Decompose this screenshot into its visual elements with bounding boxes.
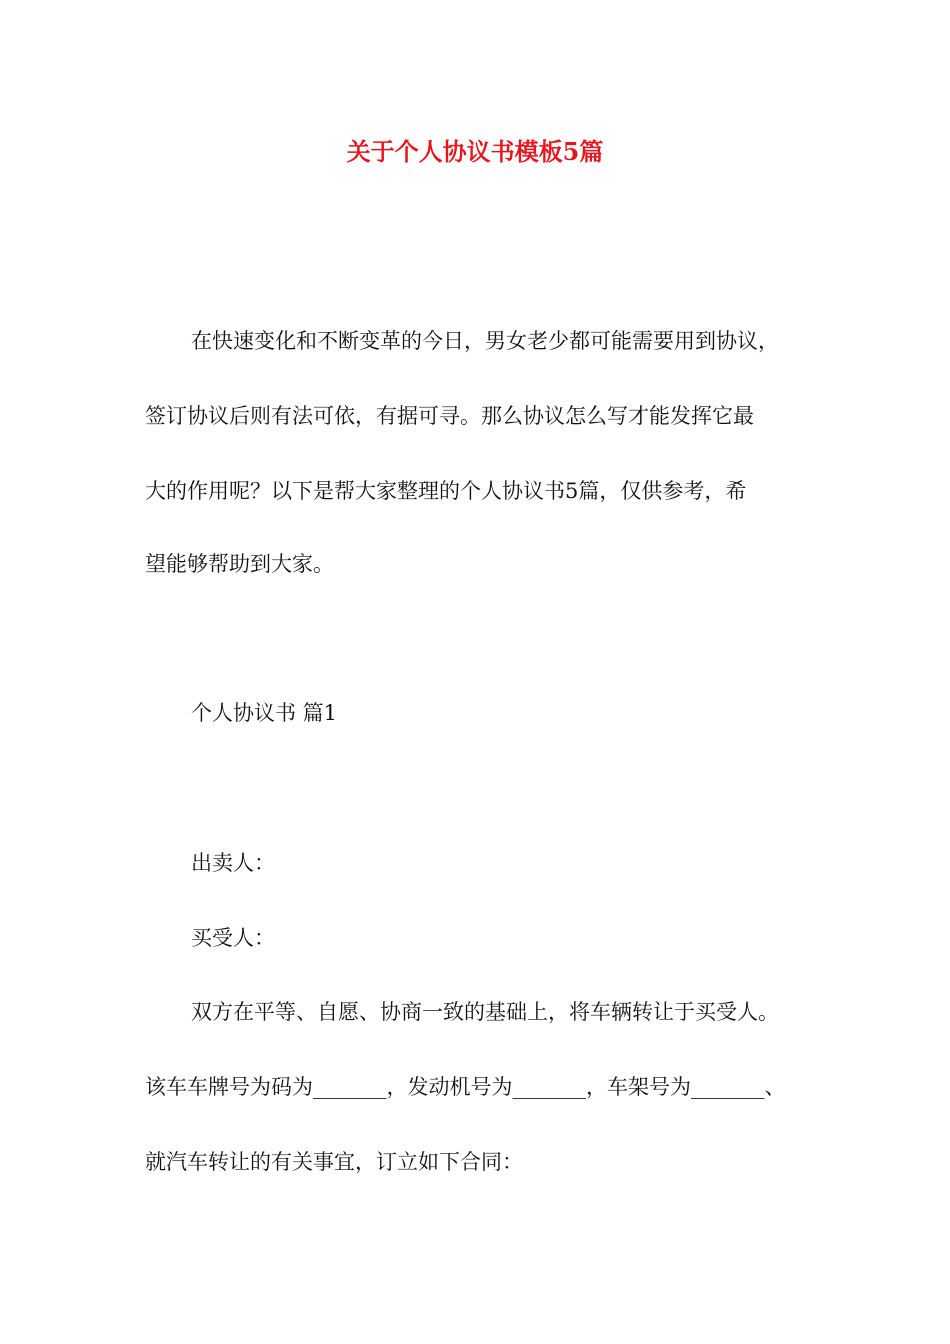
intro-line-1: 在快速变化和不断变革的今日，男女老少都可能需要用到协议， [191, 329, 779, 353]
seller-label: 出卖人： [191, 851, 275, 875]
body-line-2: 该车车牌号为码为_______，发动机号为_______，车架号为_______、 [145, 1075, 786, 1099]
buyer-label: 买受人： [191, 926, 275, 950]
document-title: 关于个人协议书模板5篇 [346, 137, 604, 166]
body-line-3: 就汽车转让的有关事宜，订立如下合同： [145, 1150, 523, 1174]
section-heading: 个人协议书 篇1 [191, 701, 338, 725]
intro-line-3: 大的作用呢？以下是帮大家整理的个人协议书5篇，仅供参考，希 [145, 479, 747, 503]
intro-line-4: 望能够帮助到大家。 [145, 552, 334, 576]
intro-line-2: 签订协议后则有法可依，有据可寻。那么协议怎么写才能发挥它最 [145, 404, 754, 428]
body-line-1: 双方在平等、自愿、协商一致的基础上，将车辆转让于买受人。 [191, 1000, 779, 1024]
